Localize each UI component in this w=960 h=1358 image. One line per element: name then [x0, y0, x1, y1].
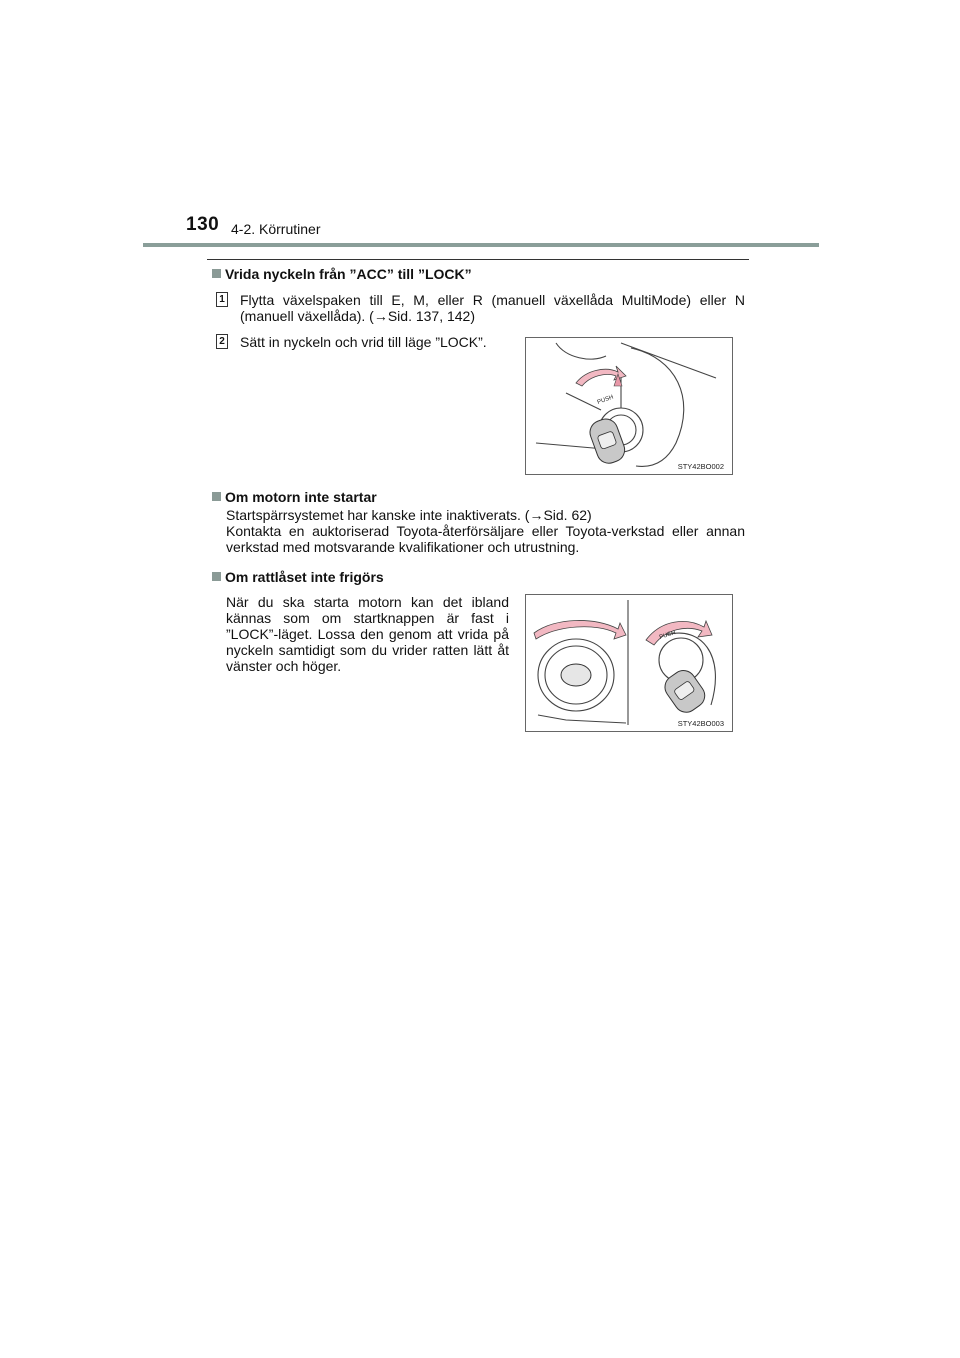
section-heading-steering-lock	[212, 569, 384, 585]
figure-code: STY42BO003	[677, 719, 724, 728]
push-label: PUSH	[596, 394, 615, 406]
ignition-key-illustration-icon	[526, 338, 732, 474]
section-heading-key-acc-lock	[212, 266, 472, 282]
heading-text: Vrida nyckeln från ”ACC” till ”LOCK”	[225, 266, 472, 282]
figure-steering-wheel-key	[525, 594, 733, 732]
chapter-title: 4-2. Körrutiner	[231, 221, 321, 237]
section-rule	[207, 259, 749, 260]
square-bullet-icon	[212, 269, 221, 278]
figure-ignition-key	[525, 337, 733, 475]
step-text-2: Sätt in nyckeln och vrid till läge ”LOCK”.	[240, 334, 487, 350]
square-bullet-icon	[212, 572, 221, 581]
push-label: PUSH	[658, 630, 677, 641]
step-number-2: 2	[216, 334, 228, 349]
heading-text: Om motorn inte startar	[225, 489, 377, 505]
step-text-1: Flytta växelspaken till E, M, eller R (manuell växellåda MultiMode) eller N (manuell växellåda). (→Sid. 137, 142)	[240, 292, 745, 324]
heading-text: Om rattlåset inte frigörs	[225, 569, 384, 585]
section-heading-engine-not-starting	[212, 489, 377, 505]
section-body-steering-lock: När du ska starta motorn kan det ibland kännas som om startknappen är fast i ”LOCK”-läget. Lossa den genom att vrida på nyckeln samtidigt som du vrider ratten lätt åt vänster och höger.	[226, 594, 509, 674]
section-body-engine-not-starting: Startspärrsystemet har kanske inte inaktiverats. (→Sid. 62) Kontakta en auktoriserad Toyota-återförsäljare eller Toyota-verkstad eller annan verkstad med motsvarande kvalifikationer och utrustning.	[226, 507, 745, 555]
header-rule	[143, 243, 819, 247]
step-number-1: 1	[216, 292, 228, 307]
steering-wheel-and-key-illustration-icon	[526, 595, 732, 731]
page-number: 130	[186, 214, 220, 235]
figure-code: STY42BO002	[677, 462, 724, 471]
square-bullet-icon	[212, 492, 221, 501]
